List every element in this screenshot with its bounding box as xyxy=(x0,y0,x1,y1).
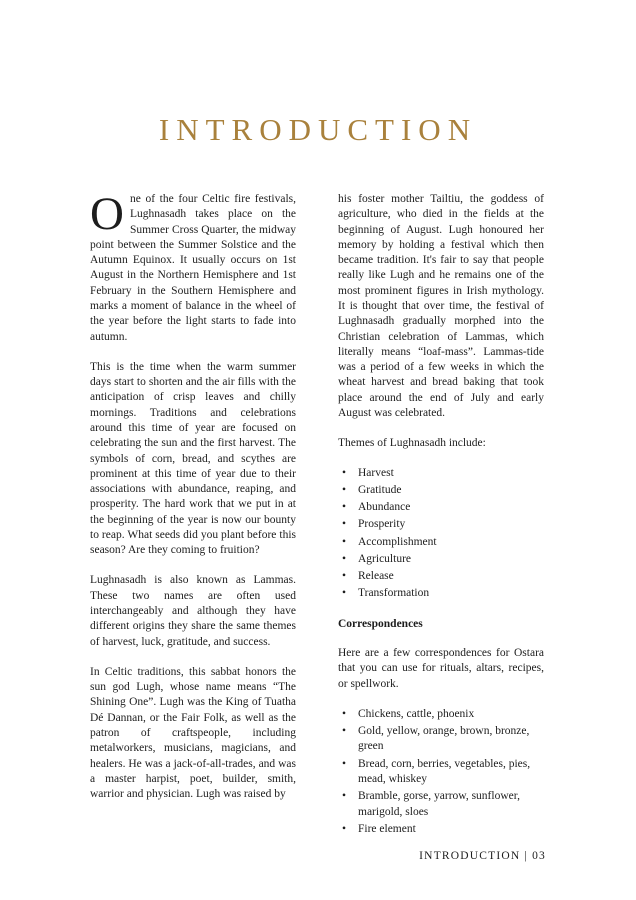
bullet-icon: • xyxy=(342,587,347,600)
correspondences-list xyxy=(338,707,544,837)
list-item xyxy=(338,724,544,755)
paragraph-3: Lughnasadh is also known as Lammas. These two names are often used interchangeably and although they have different origins they share the same themes of harvest, luck, gratitude, and success. xyxy=(90,574,296,648)
list-item xyxy=(338,822,544,837)
list-item-text: Abundance xyxy=(358,501,411,514)
bullet-icon: • xyxy=(342,518,347,531)
paragraph-4: In Celtic traditions, this sabbat honors the sun god Lugh, whose name means “The Shining One”. Lugh was the King of Tuatha Dé Dannan, or the Fair Folk, as well as the patron of craftspeople, including metalworkers, musicians, magicians, and healers. He was a jack-of-all-trades, and was a master harpist, poet, builder, smith, warrior and physician. Lugh was raised by xyxy=(90,665,296,801)
bullet-icon: • xyxy=(342,570,347,583)
paragraph-5: his foster mother Tailtiu, the goddess of agriculture, who died in the fields at the beginning of August. Lugh honoured her memory by holding a festival which then became tradition. It's fair to say that people really like Lugh and he remains one of the most prominent figures in Irish mythology. It is thought that over time, the festival of Lughnasadh gradually morphed into the Christian celebration of Lammas, which literally means “loaf-mass”. Lammas-tide was a period of a few weeks in which the wheat harvest and bread baking that took place around the end of July and early August was celebrated. xyxy=(338,193,544,419)
list-item xyxy=(338,466,544,481)
page-title: INTRODUCTION xyxy=(158,112,478,147)
bullet-icon: • xyxy=(342,535,347,548)
right-column xyxy=(338,192,544,852)
bullet-icon: • xyxy=(342,552,347,565)
paragraph-2: This is the time when the warm summer days start to shorten and the air fills with the anticipation of crisp leaves and chilly mornings. Traditions and celebrations around this time of year are focused on celebrating the sun and the first harvest. The symbols of corn, bread, and scythes are prominent at this time of year due to their associations with abundance, reaping, and prosperity. The hard work that we put in at the beginning of the year is now our bounty to reap. What seeds did you plant before this season? Are they coming to fruition? xyxy=(90,360,296,557)
list-item-text: Gratitude xyxy=(358,483,402,496)
bullet-icon: • xyxy=(342,757,347,770)
list-item xyxy=(338,569,544,584)
list-item xyxy=(338,586,544,601)
dropcap-letter: O xyxy=(90,188,124,240)
themes-list xyxy=(338,466,544,602)
bullet-icon: • xyxy=(342,725,347,738)
left-column xyxy=(90,188,296,852)
page-footer: INTRODUCTION | 03 xyxy=(419,850,546,862)
list-item xyxy=(338,517,544,532)
bullet-icon: • xyxy=(342,501,347,514)
paragraph-1 xyxy=(90,188,296,345)
paragraph-1-text: ne of the four Celtic fire festivals, Lughnasadh takes place on the Summer Cross Quarter, the midway point between the Summer Solstice and the Autumn Equinox. It usually occurs on 1st August in the Northern Hemisphere and 1st February in the Southern Hemisphere and marks a moment of balance in the wheel of the year before the light starts to fade into autumn. xyxy=(90,193,296,343)
list-item-text: Fire element xyxy=(358,822,416,835)
two-column-body xyxy=(90,188,546,852)
list-item-text: Bramble, gorse, yarrow, sunflower, marigold, sloes xyxy=(358,790,520,818)
bullet-icon: • xyxy=(342,466,347,479)
list-item xyxy=(338,552,544,567)
list-item-text: Bread, corn, berries, vegetables, pies, mead, whiskey xyxy=(358,757,531,785)
list-item-text: Gold, yellow, orange, brown, bronze, green xyxy=(358,725,530,753)
list-item-text: Harvest xyxy=(358,466,394,479)
list-item-text: Accomplishment xyxy=(358,535,437,548)
list-item xyxy=(338,707,544,722)
list-item xyxy=(338,789,544,820)
list-item xyxy=(338,535,544,550)
list-item xyxy=(338,500,544,515)
list-item-text: Agriculture xyxy=(358,552,412,565)
list-item-text: Chickens, cattle, phoenix xyxy=(358,707,475,720)
bullet-icon: • xyxy=(342,790,347,803)
correspondences-heading: Correspondences xyxy=(338,617,423,630)
correspondences-intro: Here are a few correspondences for Ostara that you can use for rituals, altars, recipes, or spellwork. xyxy=(338,647,544,690)
themes-intro: Themes of Lughnasadh include: xyxy=(338,437,486,450)
bullet-icon: • xyxy=(342,707,347,720)
bullet-icon: • xyxy=(342,483,347,496)
list-item xyxy=(338,757,544,788)
bullet-icon: • xyxy=(342,822,347,835)
list-item xyxy=(338,483,544,498)
list-item-text: Prosperity xyxy=(358,518,406,531)
list-item-text: Transformation xyxy=(358,587,430,600)
list-item-text: Release xyxy=(358,570,394,583)
